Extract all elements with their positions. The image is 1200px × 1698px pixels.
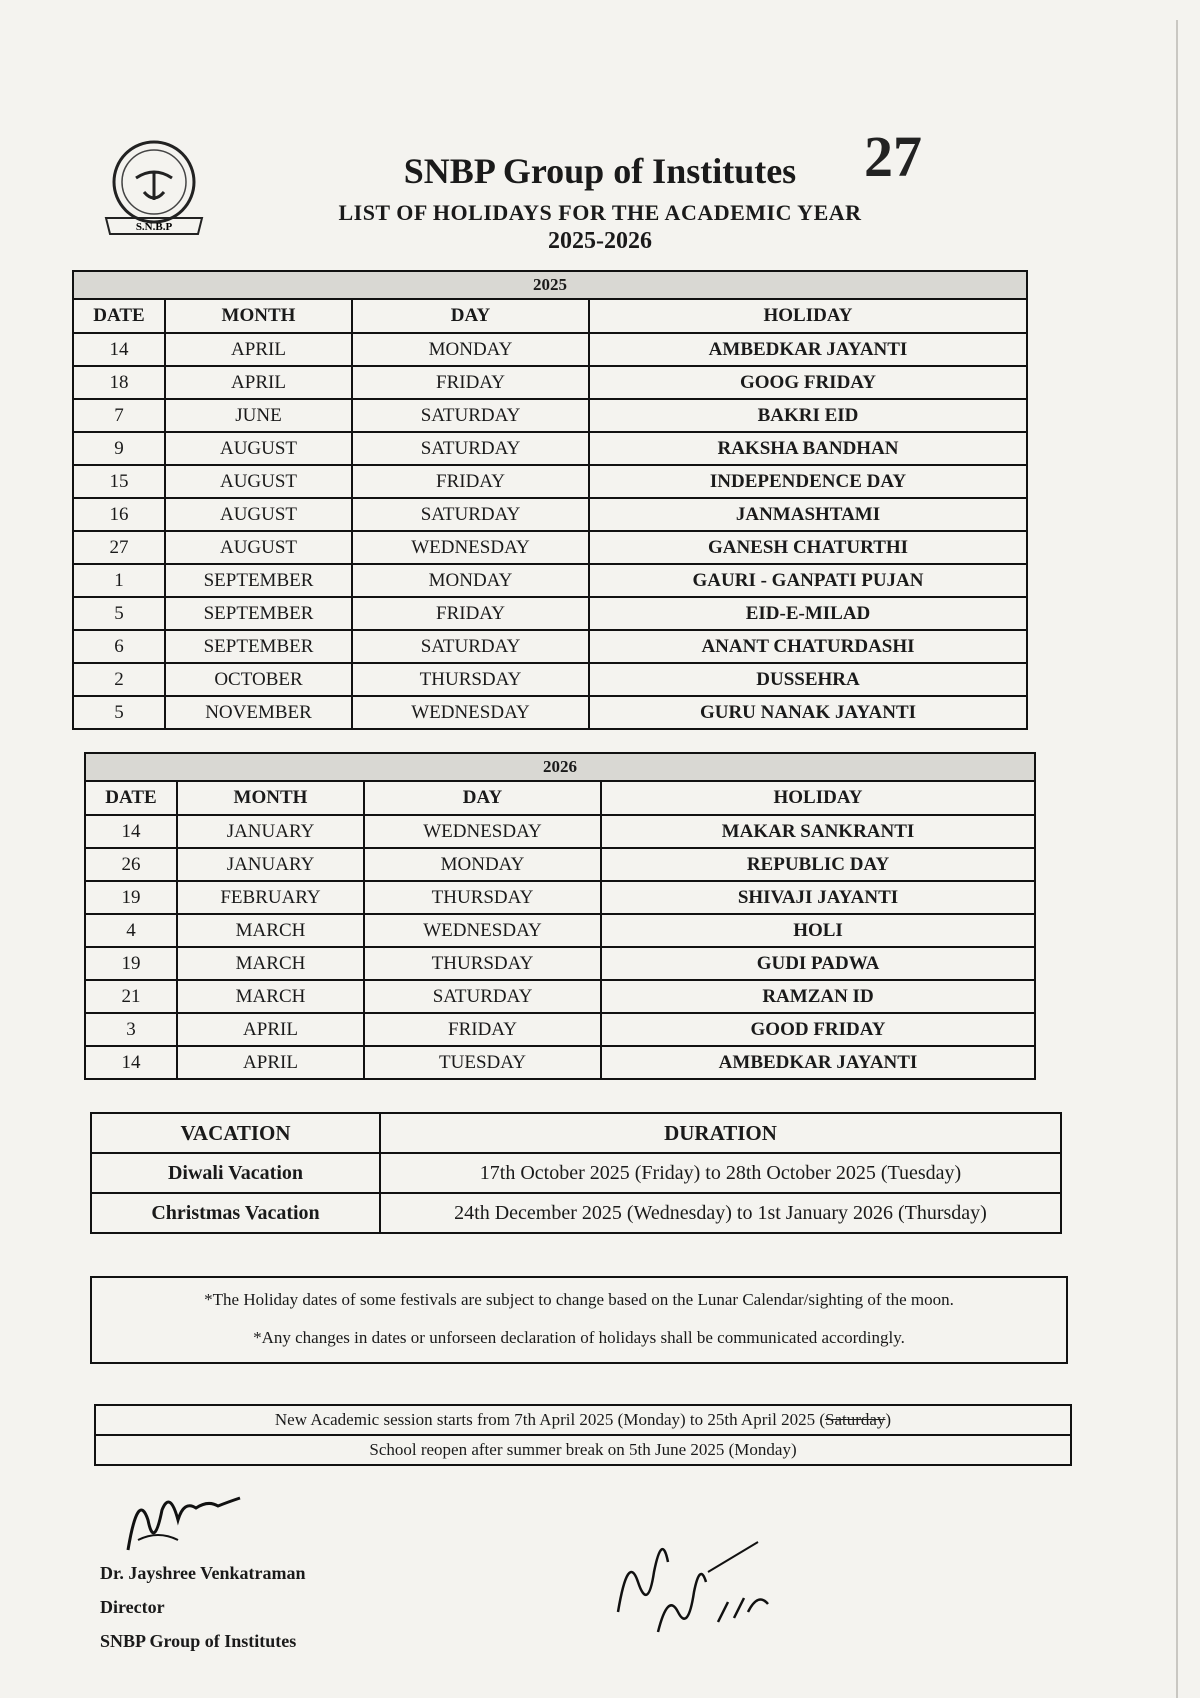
cell-holiday: AMBEDKAR JAYANTI <box>601 1046 1035 1079</box>
cell-day: FRIDAY <box>352 597 589 630</box>
signatory-name: Dr. Jayshree Venkatraman <box>100 1563 306 1583</box>
cell-day: SATURDAY <box>352 399 589 432</box>
header-duration: DURATION <box>380 1113 1061 1153</box>
session-start-text: New Academic session starts from 7th April 2025 (Monday) to 25th April 2025 ( <box>274 1410 825 1429</box>
cell-date: 5 <box>73 696 165 729</box>
table-row <box>85 815 1035 848</box>
cell-date: 6 <box>73 630 165 663</box>
cell-day: SATURDAY <box>352 432 589 465</box>
note-lunar: *The Holiday dates of some festivals are subject to change based on the Lunar Calendar/sighting of the moon. <box>204 1290 954 1309</box>
cell-date: 14 <box>73 333 165 366</box>
signatory-organization: SNBP Group of Institutes <box>100 1631 297 1651</box>
cell-holiday: INDEPENDENCE DAY <box>589 465 1027 498</box>
header-day: DAY <box>352 299 589 333</box>
cell-date: 9 <box>73 432 165 465</box>
cell-day: SATURDAY <box>364 980 601 1013</box>
table-row <box>73 333 1027 366</box>
cell-month: MARCH <box>177 980 364 1013</box>
cell-holiday: HOLI <box>601 914 1035 947</box>
cell-holiday: ANANT CHATURDASHI <box>589 630 1027 663</box>
header-month: MONTH <box>177 781 364 815</box>
vacation-table <box>90 1112 1062 1234</box>
year-label-2026: 2026 <box>85 753 1035 781</box>
cell-date: 26 <box>85 848 177 881</box>
vacation-duration: 24th December 2025 (Wednesday) to 1st January 2026 (Thursday) <box>380 1193 1061 1233</box>
cell-date: 7 <box>73 399 165 432</box>
cell-month: JANUARY <box>177 848 364 881</box>
cell-holiday: AMBEDKAR JAYANTI <box>589 333 1027 366</box>
cell-holiday: GOOD FRIDAY <box>601 1013 1035 1046</box>
cell-holiday: GUDI PADWA <box>601 947 1035 980</box>
cell-date: 21 <box>85 980 177 1013</box>
cell-day: TUESDAY <box>364 1046 601 1079</box>
vacation-row <box>91 1193 1061 1233</box>
cell-holiday: MAKAR SANKRANTI <box>601 815 1035 848</box>
holidays-2026-table <box>84 752 1036 1080</box>
cell-date: 5 <box>73 597 165 630</box>
vacation-name: Diwali Vacation <box>91 1153 380 1193</box>
cell-day: THURSDAY <box>364 947 601 980</box>
table-row <box>73 366 1027 399</box>
struck-day: Saturday <box>824 1410 886 1429</box>
vacation-duration: 17th October 2025 (Friday) to 28th October 2025 (Tuesday) <box>380 1153 1061 1193</box>
cell-holiday: RAMZAN ID <box>601 980 1035 1013</box>
cell-month: NOVEMBER <box>165 696 352 729</box>
anniversary-number: 27 <box>864 124 922 189</box>
table-row <box>73 432 1027 465</box>
header-day: DAY <box>364 781 601 815</box>
header-date: DATE <box>73 299 165 333</box>
cell-month: APRIL <box>165 333 352 366</box>
cell-month: SEPTEMBER <box>165 564 352 597</box>
cell-month: MARCH <box>177 914 364 947</box>
cell-day: MONDAY <box>352 564 589 597</box>
cell-month: JUNE <box>165 399 352 432</box>
cell-day: WEDNESDAY <box>364 914 601 947</box>
cell-month: AUGUST <box>165 465 352 498</box>
cell-day: SATURDAY <box>352 630 589 663</box>
cell-date: 16 <box>73 498 165 531</box>
reopen-line: School reopen after summer break on 5th June 2025 (Monday) <box>96 1434 1070 1464</box>
vacation-row <box>91 1153 1061 1193</box>
header-date: DATE <box>85 781 177 815</box>
cell-date: 15 <box>73 465 165 498</box>
list-title: LIST OF HOLIDAYS FOR THE ACADEMIC YEAR <box>338 200 862 225</box>
table-row <box>85 947 1035 980</box>
cell-day: FRIDAY <box>364 1013 601 1046</box>
cell-month: APRIL <box>177 1013 364 1046</box>
cell-date: 27 <box>73 531 165 564</box>
cell-day: WEDNESDAY <box>352 696 589 729</box>
cell-month: JANUARY <box>177 815 364 848</box>
cell-date: 3 <box>85 1013 177 1046</box>
notes-box <box>90 1276 1068 1364</box>
vacation-name: Christmas Vacation <box>91 1193 380 1233</box>
table-row <box>73 465 1027 498</box>
cell-holiday: BAKRI EID <box>589 399 1027 432</box>
table-row <box>85 914 1035 947</box>
header-holiday: HOLIDAY <box>601 781 1035 815</box>
note-changes: *Any changes in dates or unforseen declaration of holidays shall be communicated accordingly. <box>253 1328 905 1347</box>
cell-day: THURSDAY <box>352 663 589 696</box>
cell-holiday: REPUBLIC DAY <box>601 848 1035 881</box>
session-start-close: ) <box>885 1410 892 1429</box>
cell-month: MARCH <box>177 947 364 980</box>
cell-date: 14 <box>85 1046 177 1079</box>
table-row <box>85 980 1035 1013</box>
cell-holiday: GANESH CHATURTHI <box>589 531 1027 564</box>
cell-holiday: RAKSHA BANDHAN <box>589 432 1027 465</box>
table-row <box>73 696 1027 729</box>
table-row <box>85 1046 1035 1079</box>
cell-month: SEPTEMBER <box>165 630 352 663</box>
signatory-block <box>100 1556 306 1658</box>
table-row <box>73 630 1027 663</box>
cell-date: 4 <box>85 914 177 947</box>
cell-holiday: GOOG FRIDAY <box>589 366 1027 399</box>
cell-date: 19 <box>85 881 177 914</box>
page-edge <box>1176 20 1178 1698</box>
cell-holiday: SHIVAJI JAYANTI <box>601 881 1035 914</box>
director-signature <box>118 1480 248 1560</box>
table-row <box>73 498 1027 531</box>
academic-year: 2025-2026 <box>548 228 652 254</box>
cell-month: APRIL <box>165 366 352 399</box>
table-row <box>73 531 1027 564</box>
cell-day: WEDNESDAY <box>364 815 601 848</box>
table-row <box>73 663 1027 696</box>
cell-holiday: EID-E-MILAD <box>589 597 1027 630</box>
cell-month: SEPTEMBER <box>165 597 352 630</box>
table-row <box>73 564 1027 597</box>
signatory-title: Director <box>100 1597 165 1617</box>
table-row <box>73 399 1027 432</box>
cell-holiday: DUSSEHRA <box>589 663 1027 696</box>
cell-month: APRIL <box>177 1046 364 1079</box>
cell-month: OCTOBER <box>165 663 352 696</box>
cell-holiday: JANMASHTAMI <box>589 498 1027 531</box>
holidays-2025-table <box>72 270 1028 730</box>
table-row <box>73 597 1027 630</box>
cell-day: THURSDAY <box>364 881 601 914</box>
cell-holiday: GURU NANAK JAYANTI <box>589 696 1027 729</box>
cell-month: AUGUST <box>165 432 352 465</box>
cell-day: WEDNESDAY <box>352 531 589 564</box>
header-vacation: VACATION <box>91 1113 380 1153</box>
cell-day: FRIDAY <box>352 366 589 399</box>
logo-banner-text: S.N.B.P <box>135 221 173 233</box>
cell-month: FEBRUARY <box>177 881 364 914</box>
header-holiday: HOLIDAY <box>589 299 1027 333</box>
cell-day: MONDAY <box>352 333 589 366</box>
header-month: MONTH <box>165 299 352 333</box>
cell-date: 19 <box>85 947 177 980</box>
cell-month: AUGUST <box>165 498 352 531</box>
session-box <box>94 1404 1072 1466</box>
year-label-2025: 2025 <box>73 271 1027 299</box>
table-row <box>85 1013 1035 1046</box>
cell-date: 2 <box>73 663 165 696</box>
cell-holiday: GAURI - GANPATI PUJAN <box>589 564 1027 597</box>
cell-date: 1 <box>73 564 165 597</box>
cell-day: MONDAY <box>364 848 601 881</box>
cell-date: 14 <box>85 815 177 848</box>
cell-date: 18 <box>73 366 165 399</box>
table-row <box>85 881 1035 914</box>
cell-day: FRIDAY <box>352 465 589 498</box>
cell-month: AUGUST <box>165 531 352 564</box>
cell-day: SATURDAY <box>352 498 589 531</box>
handwritten-approval <box>608 1512 798 1642</box>
session-start-line <box>96 1406 1070 1434</box>
table-row <box>85 848 1035 881</box>
institution-title: SNBP Group of Institutes <box>403 151 797 191</box>
